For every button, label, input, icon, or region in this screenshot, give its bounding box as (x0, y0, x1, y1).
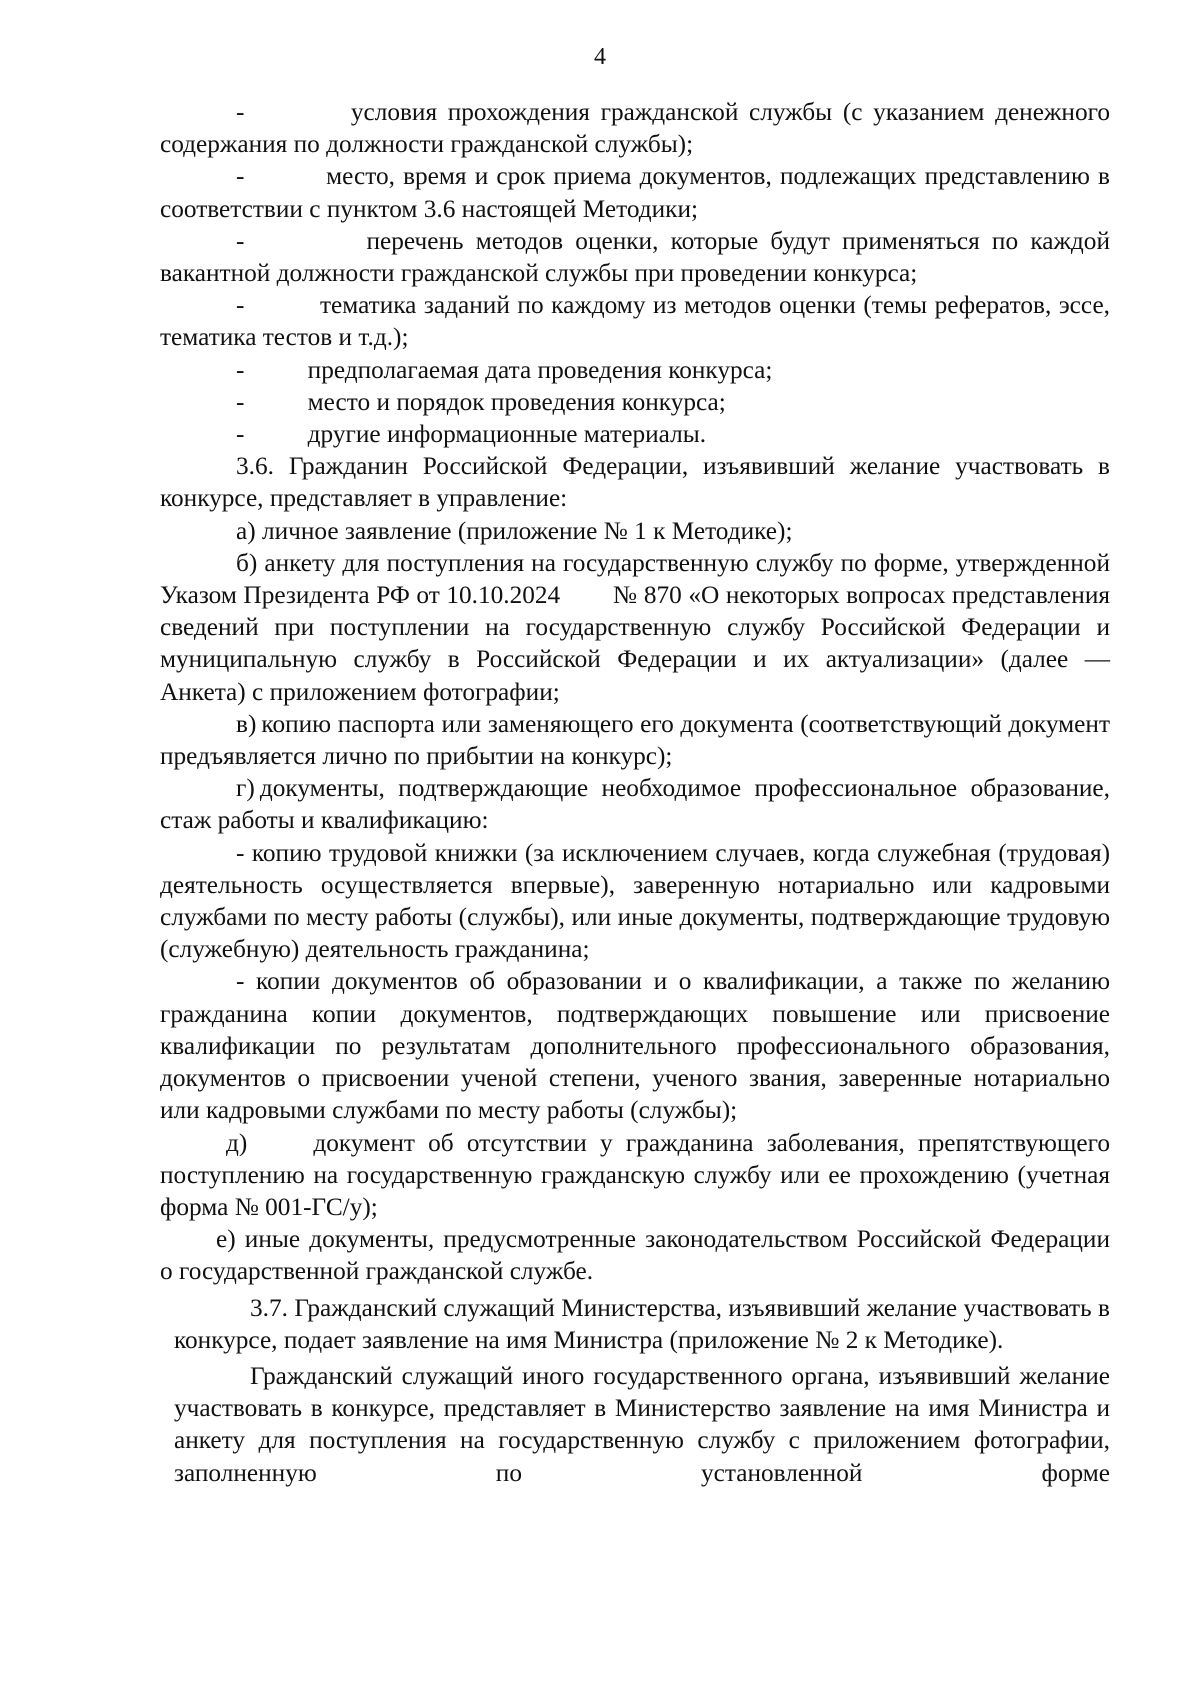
list-item-date: - предполагаемая дата проведения конкурса; (236, 355, 773, 384)
clause-3-6-g-education: - копии документов об образовании и о квалификации, а также по желанию гражданина копии документов, подтверждающих повышение или присвоение квалификации по результатам дополнительного профессионального образования, документов о присвоении ученой степени, ученого звания, заверенные нотариально или кадровыми службами по месту работы (службы); (160, 967, 1110, 1125)
list-item-conditions: - условия прохождения гражданской службы (с указанием денежного содержания по должности гражданской службы); (160, 98, 1110, 159)
clause-3-6-d: д) документ об отсутствии у гражданина заболевания, препятствующего поступлению на государственную гражданскую службу или ее прохождению (учетная форма № 001-ГС/у); (160, 1128, 1110, 1221)
document-body (160, 96, 1110, 1489)
clause-3-6-g: г) документы, подтверждающие необходимое профессиональное образование, стаж работы и квалификацию: (160, 774, 1110, 835)
clause-3-7-other-body: Гражданский служащий иного государственного органа, изъявивший желание участвовать в конкурсе, представляет в Министерство заявление на имя Министра и анкету для поступления на государственную службу с приложением фотографии, заполненную по установленной форме (174, 1361, 1110, 1487)
clause-3-6: 3.6. Гражданин Российской Федерации, изъявивший желание участвовать в конкурсе, представляет в управление: (160, 452, 1110, 513)
list-item-other: - другие информационные материалы. (236, 420, 707, 449)
clause-3-6-e: е) иные документы, предусмотренные законодательством Российской Федерации о государственной гражданской службе. (160, 1225, 1110, 1286)
page-number: 4 (594, 44, 606, 70)
list-item-topics: - тематика заданий по каждому из методов оценки (темы рефератов, эссе, тематика тестов и т.д.); (160, 291, 1110, 352)
clause-3-6-a: а) личное заявление (приложение № 1 к Методике); (236, 516, 793, 545)
list-item-methods: - перечень методов оценки, которые будут применяться по каждой вакантной должности гражданской службы при проведении конкурса; (160, 226, 1110, 288)
clause-3-6-v: в) копию паспорта или заменяющего его документа (соответствующий документ предъявляется лично по прибытии на конкурс); (160, 709, 1110, 771)
clause-3-6-b: б) анкету для поступления на государственную службу по форме, утвержденной Указом Президента РФ от 10.10.2024 № 870 «О некоторых вопросах представления сведений при поступлении на государственную службу Российской Федерации и муниципальную службу в Российской Федерации и их актуализации» (далее — Анкета) с приложением фотографии; (160, 548, 1110, 706)
list-item-place-time: - место, время и срок приема документов, подлежащих представлению в соответствии с пунктом 3.6 настоящей Методики; (160, 162, 1110, 223)
clause-3-6-g-workbook: - копию трудовой книжки (за исключением случаев, когда служебная (трудовая) деятельность осуществляется впервые), заверенную нотариально или кадровыми службами по месту работы (службы), или иные документы, подтверждающие трудовую (служебную) деятельность гражданина; (160, 838, 1110, 964)
clause-3-7: 3.7. Гражданский служащий Министерства, изъявивший желание участвовать в конкурсе, подает заявление на имя Министра (приложение № 2 к Методике). (174, 1293, 1110, 1354)
list-item-procedure: - место и порядок проведения конкурса; (236, 387, 726, 416)
